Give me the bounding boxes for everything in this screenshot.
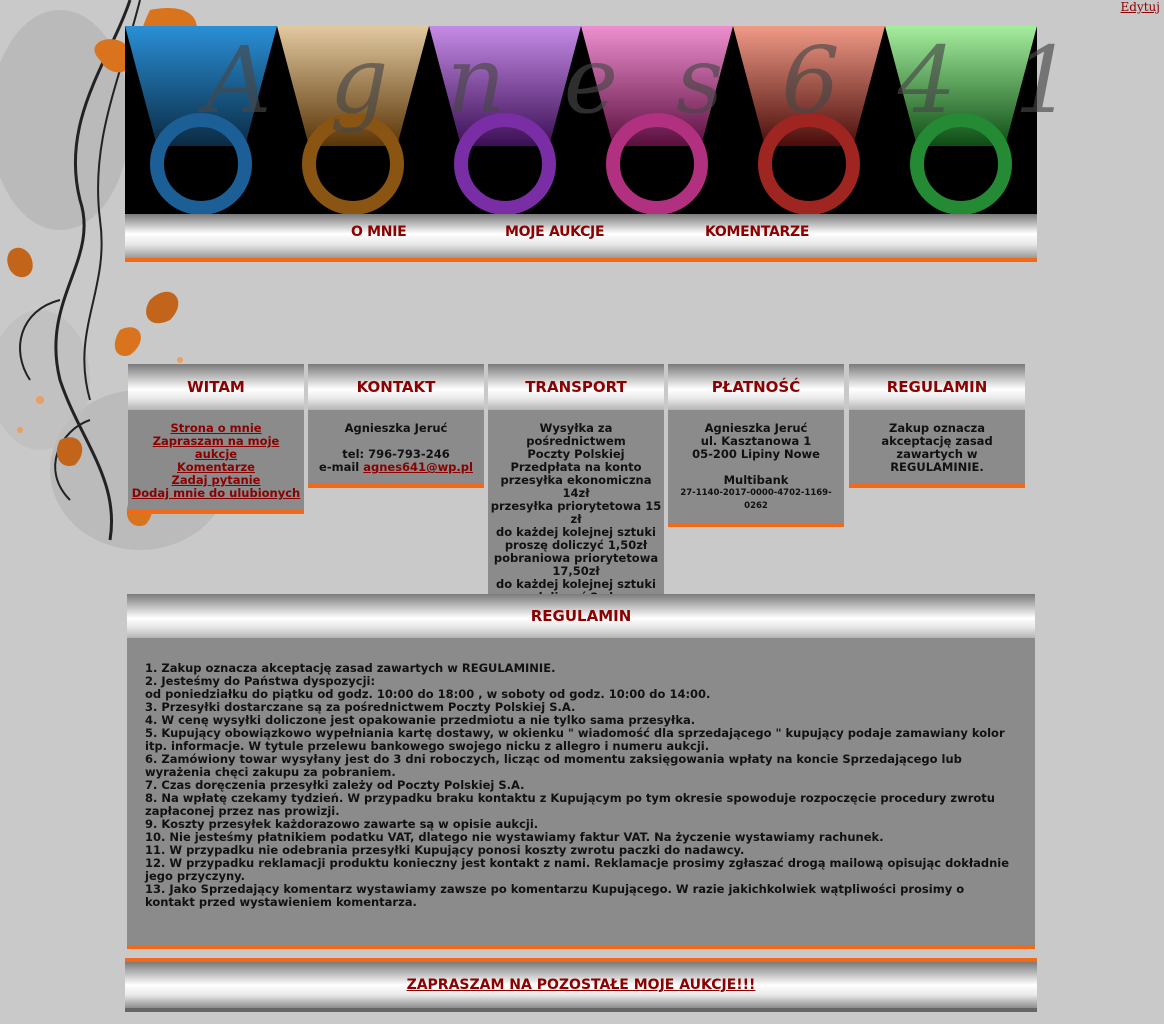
box-witam-title: WITAM [128,364,304,410]
regulamin-line: 6. Zamówiony towar wysyłany jest do 3 dni roboczych, licząc od momentu zaksięgowania wpłaty na koncie Sprzedającego lub wyrażenia chęci zakupu za pobraniem. [145,752,962,779]
regulamin-line: 5. Kupujący obowiązkowo wypełniania kartę dostawy, w okienku " wiadomość dla sprzedającego " kupujący podaje zamawiany kolor itp. informacje. W tytule przelewu bankowego swojego nicku z allegro i numeru aukcji. [145,726,1005,753]
box-regulamin [849,364,1025,488]
regulamin-line: 1. Zakup oznacza akceptację zasad zawartych w REGULAMINIE. [145,661,556,675]
main-nav [125,214,1037,262]
regulamin-line: 12. W przypadku reklamacji produktu konieczny jest kontakt z nami. Reklamacje prosimy zgłaszać drogą mailową opisując dokładnie jego przyczyny. [145,856,1010,883]
transport-line: przesyłka priorytetowa 15 zł [490,499,662,526]
transport-line: 17,50zł [552,564,600,578]
box-transport-body [488,410,664,614]
payment-line: 05-200 Lipiny Nowe [692,447,820,461]
regulamin-line: 11. W przypadku nie odebrania przesyłki Kupujący ponosi koszty zwrotu paczki do nadawcy. [145,843,745,857]
transport-line: do każdej kolejnej sztuki [496,525,656,539]
transport-line: Poczty Polskiej [527,447,625,461]
transport-line: przesyłka ekonomiczna 14zł [500,473,652,500]
payment-line: Agnieszka Jeruć [704,421,808,435]
footer-other-auctions-link[interactable]: ZAPRASZAM NA POZOSTAŁE MOJE AUKCJE!!! [406,977,756,993]
regulamin-line: 13. Jako Sprzedający komentarz wystawiamy zawsze po komentarzu Kupującego. W razie jakichkolwiek wątpliwości prosimy o kontakt przed wystawieniem komentarza. [145,882,965,909]
contact-name: Agnieszka Jeruć [344,421,448,435]
transport-line: do każdej kolejnej sztuki [496,577,656,591]
link-zadaj-pytanie[interactable]: Zadaj pytanie [171,473,261,487]
footer-bar [125,958,1037,1012]
contact-email-label: e-mail [319,460,360,474]
box-platnosc-title: PŁATNOŚĆ [668,364,844,410]
box-transport-title: TRANSPORT [488,364,664,410]
box-transport [488,364,664,618]
transport-line: proszę doliczyć 1,50zł [504,538,648,552]
box-kontakt-title: KONTAKT [308,364,484,410]
contact-email-link[interactable]: agnes641@wp.pl [363,460,473,474]
box-platnosc-body [668,410,844,523]
regulamin-section [127,594,1035,949]
payment-line: ul. Kasztanowa 1 [700,434,812,448]
transport-line: pobraniowa priorytetowa [493,551,659,565]
edit-link[interactable]: Edytuj [1120,0,1160,14]
nav-komentarze[interactable]: KOMENTARZE [705,224,810,240]
regulamin-line: 3. Przesyłki dostarczane są za pośrednictwem Poczty Polskiej S.A. [145,700,576,714]
box-regulamin-title: REGULAMIN [849,364,1025,410]
box-kontakt [308,364,484,488]
link-moje-aukcje[interactable]: Zapraszam na moje aukcje [152,434,280,461]
transport-line: Wysyłka za pośrednictwem [526,421,626,448]
box-witam [128,364,304,514]
regulamin-line: 2. Jesteśmy do Państwa dyspozycji: [145,674,376,688]
link-dodaj-do-ulubionych[interactable]: Dodaj mnie do ulubionych [131,486,301,500]
contact-phone: tel: 796-793-246 [342,447,450,461]
regulamin-line: od poniedziałku do piątku od godz. 10:00 do 18:00 , w soboty od godz. 10:00 do 14:00. [145,687,711,701]
bank-name: Multibank [723,473,789,487]
box-regulamin-text: Zakup oznacza akceptację zasad zawartych w REGULAMINIE. [881,421,993,474]
regulamin-title: REGULAMIN [127,594,1035,638]
transport-line: Przedpłata na konto [510,460,642,474]
box-kontakt-body [308,410,484,484]
nav-o-mnie[interactable]: O MNIE [351,224,407,240]
box-witam-body [128,410,304,510]
regulamin-line: 4. W cenę wysyłki doliczone jest opakowanie przedmiotu a nie tylko sama przesyłka. [145,713,696,727]
link-strona-o-mnie[interactable]: Strona o mnie [170,421,262,435]
bank-account: 27-1140-2017-0000-4702-1169-0262 [680,488,832,511]
regulamin-body [127,638,1035,945]
regulamin-line: 8. Na wpłatę czekamy tydzień. W przypadku braku kontaktu z Kupującym po tym okresie spowoduje rozpoczęcie procedury zwrotu zapłaconej przez nas prowizji. [145,791,995,818]
regulamin-line: 10. Nie jesteśmy płatnikiem podatku VAT, dlatego nie wystawiamy faktur VAT. Na życzenie wystawiamy rachunek. [145,830,884,844]
header-banner [125,26,1131,214]
nav-moje-aukcje[interactable]: MOJE AUKCJE [505,224,605,240]
banner-watermark: Agnes641 [205,27,1131,134]
link-komentarze[interactable]: Komentarze [176,460,255,474]
regulamin-line: 9. Koszty przesyłek każdorazowo zawarte są w opisie aukcji. [145,817,539,831]
contact-email-line [310,461,482,474]
regulamin-line: 7. Czas doręczenia przesyłki zależy od Poczty Polskiej S.A. [145,778,525,792]
box-platnosc [668,364,844,527]
